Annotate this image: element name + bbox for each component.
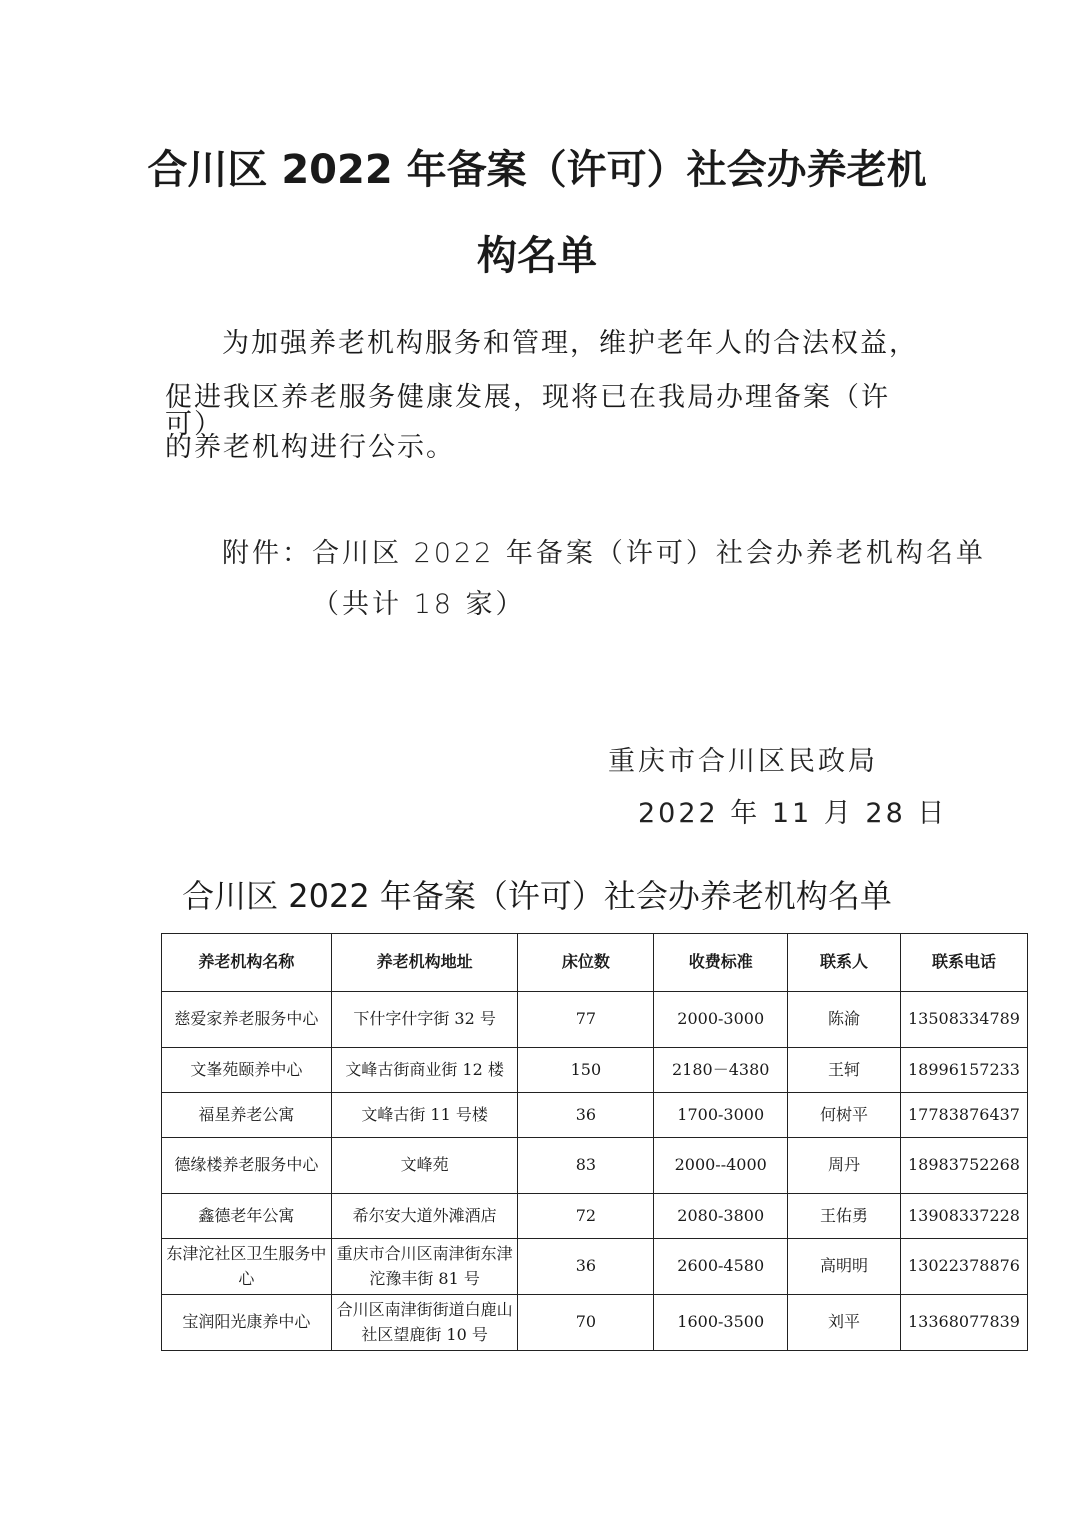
table-row: [162, 1138, 1028, 1194]
cell-address: 合川区南津街街道白鹿山社区望鹿街 10 号: [331, 1295, 518, 1351]
cell-name: 宝润阳光康养中心: [162, 1295, 332, 1351]
cell-contact: 陈渝: [788, 992, 901, 1048]
cell-address: 文峰古街商业街 12 楼: [331, 1048, 518, 1093]
cell-fee: 2600-4580: [654, 1239, 788, 1295]
table-row: [162, 1048, 1028, 1093]
signature-org: 重庆市合川区民政局: [608, 746, 878, 777]
cell-phone: 13908337228: [900, 1194, 1027, 1239]
header-contact: 联系人: [788, 934, 901, 992]
cell-name: 福星养老公寓: [162, 1093, 332, 1138]
cell-name: 慈爱家养老服务中心: [162, 992, 332, 1048]
cell-name: 东津沱社区卫生服务中心: [162, 1239, 332, 1295]
intro-paragraph-line-3: 的养老机构进行公示。: [165, 432, 455, 463]
header-beds: 床位数: [518, 934, 654, 992]
signature-date: 2022 年 11 月 28 日: [638, 798, 948, 829]
cell-name: 文峯苑颐养中心: [162, 1048, 332, 1093]
header-address: 养老机构地址: [331, 934, 518, 992]
cell-phone: 13508334789: [900, 992, 1027, 1048]
cell-address: 下什字什字街 32 号: [331, 992, 518, 1048]
cell-address: 文峰苑: [331, 1138, 518, 1194]
cell-name: 鑫德老年公寓: [162, 1194, 332, 1239]
cell-fee: 2180－4380: [654, 1048, 788, 1093]
header-name: 养老机构名称: [162, 934, 332, 992]
cell-fee: 2000-3000: [654, 992, 788, 1048]
page-title-line-1: 合川区 2022 年备案（许可）社会办养老机: [147, 147, 927, 193]
header-fee: 收费标准: [654, 934, 788, 992]
intro-paragraph-line-2: 促进我区养老服务健康发展，现将已在我局办理备案（许可）: [165, 382, 890, 440]
table-title: 合川区 2022 年备案（许可）社会办养老机构名单: [182, 877, 892, 915]
attachment-line-2: （共计 18 家）: [312, 589, 526, 620]
cell-contact: 王佑勇: [788, 1194, 901, 1239]
cell-beds: 83: [518, 1138, 654, 1194]
page-title-line-2: 构名单: [477, 233, 597, 279]
cell-phone: 18983752268: [900, 1138, 1027, 1194]
header-phone: 联系电话: [900, 934, 1027, 992]
cell-beds: 36: [518, 1239, 654, 1295]
cell-fee: 1600-3500: [654, 1295, 788, 1351]
table-row: [162, 1295, 1028, 1351]
table-row: [162, 992, 1028, 1048]
cell-beds: 70: [518, 1295, 654, 1351]
cell-fee: 1700-3000: [654, 1093, 788, 1138]
cell-beds: 72: [518, 1194, 654, 1239]
attachment-line-1: 附件：合川区 2022 年备案（许可）社会办养老机构名单: [222, 538, 986, 569]
cell-contact: 高明明: [788, 1239, 901, 1295]
table-row: [162, 1239, 1028, 1295]
cell-contact: 何树平: [788, 1093, 901, 1138]
table-row: [162, 1194, 1028, 1239]
cell-address: 文峰古街 11 号楼: [331, 1093, 518, 1138]
cell-contact: 刘平: [788, 1295, 901, 1351]
cell-contact: 王轲: [788, 1048, 901, 1093]
cell-phone: 17783876437: [900, 1093, 1027, 1138]
table-header-row: [162, 934, 1028, 992]
cell-address: 重庆市合川区南津街东津沱豫丰街 81 号: [331, 1239, 518, 1295]
cell-phone: 18996157233: [900, 1048, 1027, 1093]
table-row: [162, 1093, 1028, 1138]
cell-beds: 150: [518, 1048, 654, 1093]
cell-fee: 2080-3800: [654, 1194, 788, 1239]
institution-table: [161, 933, 1028, 1351]
cell-beds: 77: [518, 992, 654, 1048]
cell-address: 希尔安大道外滩酒店: [331, 1194, 518, 1239]
cell-phone: 13368077839: [900, 1295, 1027, 1351]
cell-beds: 36: [518, 1093, 654, 1138]
cell-name: 德缘楼养老服务中心: [162, 1138, 332, 1194]
intro-paragraph-line-1: 为加强养老机构服务和管理，维护老年人的合法权益，: [222, 328, 918, 359]
cell-contact: 周丹: [788, 1138, 901, 1194]
cell-fee: 2000--4000: [654, 1138, 788, 1194]
cell-phone: 13022378876: [900, 1239, 1027, 1295]
